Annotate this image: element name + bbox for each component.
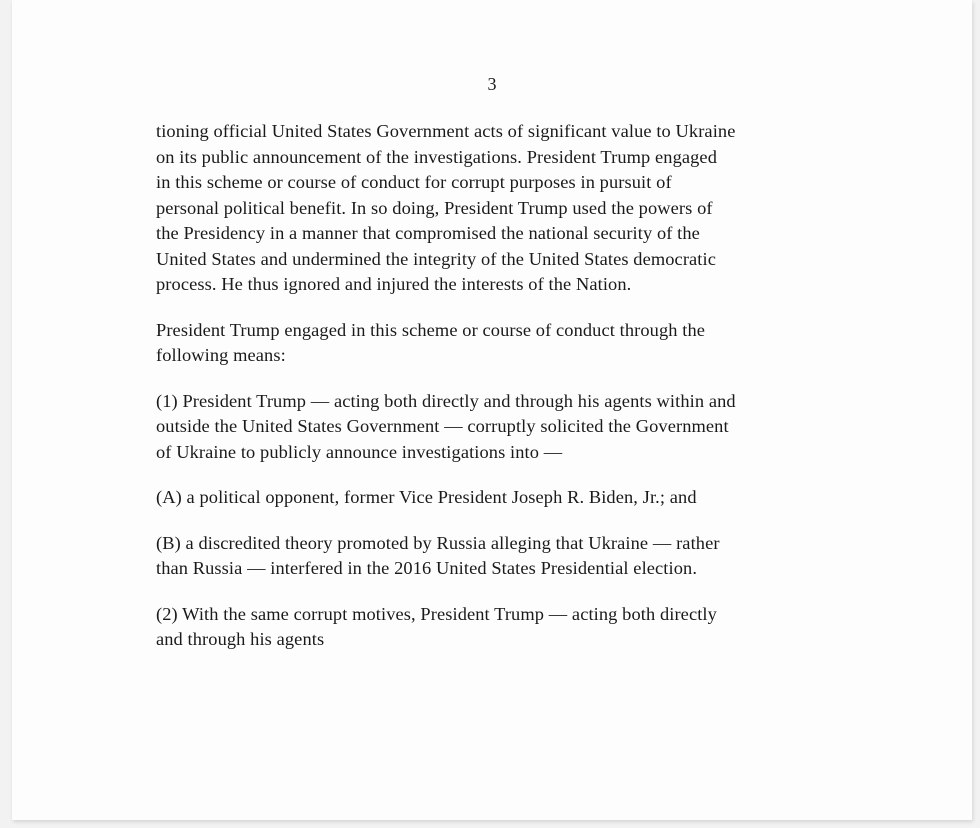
text-line: (A) a political opponent, former Vice President Joseph R. Biden, Jr.; and <box>156 487 697 507</box>
paragraph-item-1 <box>156 389 846 466</box>
text-line: (2) With the same corrupt motives, President Trump — acting both directly <box>156 603 717 624</box>
document-page <box>12 0 972 820</box>
text-line: (B) a discredited theory promoted by Russia alleging that Ukraine — rather <box>156 532 720 553</box>
text-line: in this scheme or course of conduct for corrupt purposes in pursuit of <box>156 172 672 192</box>
paragraph-means <box>156 318 846 369</box>
page-number: 3 <box>487 74 497 94</box>
text-line: than Russia — interfered in the 2016 United States Presidential election. <box>156 558 698 578</box>
text-line: of Ukraine to publicly announce investigations into — <box>156 441 563 462</box>
text-line: tioning official United States Government acts of significant value to Ukraine <box>156 121 736 141</box>
text-line: (1) President Trump — acting both directly and through his agents within and <box>156 390 736 411</box>
text-line: the Presidency in a manner that compromised the national security of the <box>156 223 700 243</box>
text-line: and through his agents <box>156 629 325 649</box>
text-line: process. He thus ignored and injured the interests of the Nation. <box>156 274 632 294</box>
text-line: following means: <box>156 345 286 365</box>
text-line: personal political benefit. In so doing, President Trump used the powers of <box>156 197 713 218</box>
text-line: outside the United States Government — corruptly solicited the Government <box>156 416 729 436</box>
paragraph-item-b <box>156 531 846 582</box>
text-line: United States and undermined the integrity of the United States democratic <box>156 248 716 269</box>
paragraph-item-2 <box>156 602 846 653</box>
paragraph-item-a <box>156 485 846 511</box>
paragraph-intro-continuation <box>156 119 846 298</box>
document-body <box>156 119 846 673</box>
text-line: on its public announcement of the investigations. President Trump engaged <box>156 146 717 167</box>
text-line: President Trump engaged in this scheme or course of conduct through the <box>156 319 706 340</box>
